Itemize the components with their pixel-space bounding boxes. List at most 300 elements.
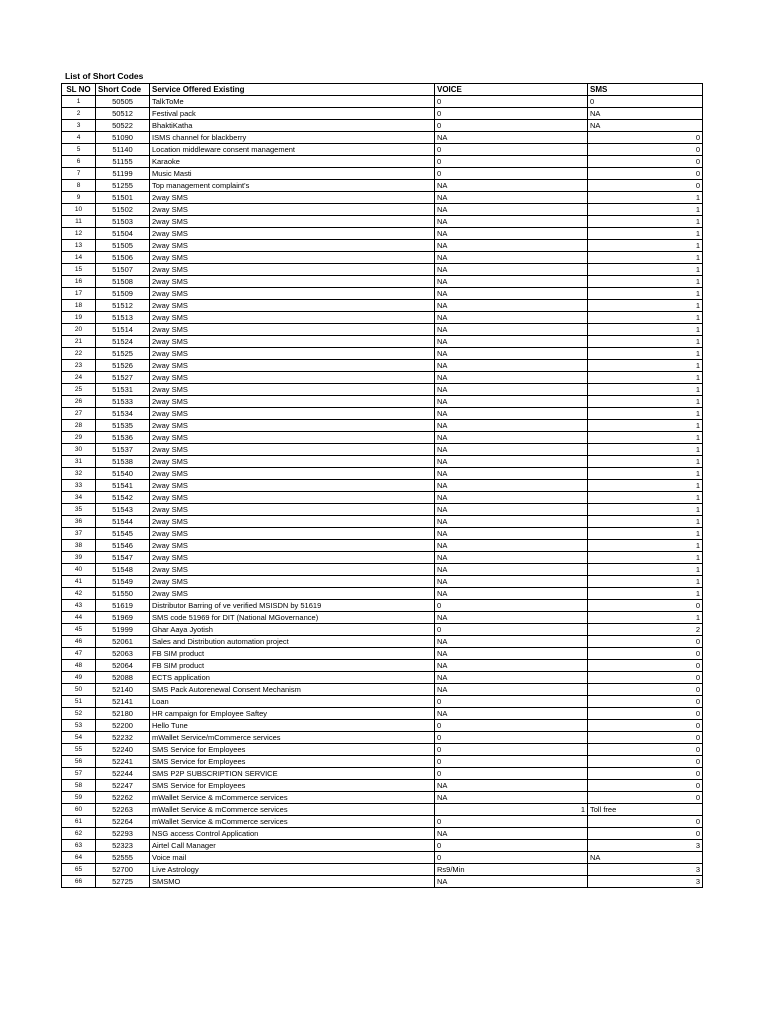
sms-cell: 1	[588, 276, 703, 288]
short-code-cell: 51619	[96, 600, 150, 612]
short-code-cell: 52088	[96, 672, 150, 684]
service-cell: Sales and Distribution automation project	[150, 636, 435, 648]
short-code-cell: 51538	[96, 456, 150, 468]
voice-cell: NA	[435, 672, 588, 684]
service-cell: Top management complaint's	[150, 180, 435, 192]
short-code-cell: 51505	[96, 240, 150, 252]
service-cell: 2way SMS	[150, 408, 435, 420]
voice-cell: Rs9/Min	[435, 864, 588, 876]
voice-cell: NA	[435, 252, 588, 264]
service-cell: 2way SMS	[150, 576, 435, 588]
table-row	[62, 288, 703, 300]
service-cell: 2way SMS	[150, 336, 435, 348]
table-row	[62, 672, 703, 684]
short-code-cell: 51501	[96, 192, 150, 204]
short-code-cell: 52555	[96, 852, 150, 864]
sl-no-cell: 59	[62, 792, 96, 804]
service-cell: 2way SMS	[150, 456, 435, 468]
table-row	[62, 96, 703, 108]
voice-cell: 0	[435, 756, 588, 768]
short-code-cell: 51525	[96, 348, 150, 360]
sl-no-cell: 18	[62, 300, 96, 312]
voice-cell: NA	[435, 300, 588, 312]
sl-no-cell: 55	[62, 744, 96, 756]
short-code-cell: 52247	[96, 780, 150, 792]
sl-no-cell: 8	[62, 180, 96, 192]
table-row	[62, 336, 703, 348]
sl-no-cell: 41	[62, 576, 96, 588]
short-code-cell: 51546	[96, 540, 150, 552]
voice-cell: NA	[435, 576, 588, 588]
sms-cell: 0	[588, 828, 703, 840]
sl-no-cell: 12	[62, 228, 96, 240]
table-row	[62, 228, 703, 240]
table-row	[62, 264, 703, 276]
sms-cell: 0	[588, 816, 703, 828]
table-row	[62, 360, 703, 372]
service-cell: ECTS application	[150, 672, 435, 684]
service-cell: SMS Pack Autorenewal Consent Mechanism	[150, 684, 435, 696]
table-row	[62, 420, 703, 432]
voice-cell: 0	[435, 840, 588, 852]
sl-no-cell: 37	[62, 528, 96, 540]
column-header-voice: VOICE	[435, 84, 588, 96]
sms-cell: 1	[588, 576, 703, 588]
service-cell: Karaoke	[150, 156, 435, 168]
table-row	[62, 780, 703, 792]
service-cell: 2way SMS	[150, 420, 435, 432]
sl-no-cell: 9	[62, 192, 96, 204]
sl-no-cell: 33	[62, 480, 96, 492]
table-row	[62, 240, 703, 252]
short-code-cell: 51531	[96, 384, 150, 396]
voice-cell: NA	[435, 528, 588, 540]
table-row	[62, 648, 703, 660]
service-cell: 2way SMS	[150, 192, 435, 204]
sms-cell: 1	[588, 372, 703, 384]
sms-cell: 0	[588, 180, 703, 192]
sms-cell: 1	[588, 288, 703, 300]
sms-cell: 1	[588, 264, 703, 276]
table-row	[62, 660, 703, 672]
service-cell: ISMS channel for blackberry	[150, 132, 435, 144]
sms-cell: 1	[588, 324, 703, 336]
table-row	[62, 108, 703, 120]
service-cell: Voice mail	[150, 852, 435, 864]
service-cell: NSG access Control Application	[150, 828, 435, 840]
voice-cell: NA	[435, 240, 588, 252]
table-row	[62, 300, 703, 312]
sl-no-cell: 26	[62, 396, 96, 408]
table-row	[62, 456, 703, 468]
voice-cell: NA	[435, 684, 588, 696]
sl-no-cell: 47	[62, 648, 96, 660]
sl-no-cell: 48	[62, 660, 96, 672]
table-row	[62, 480, 703, 492]
sms-cell: 0	[588, 156, 703, 168]
service-cell: Live Astrology	[150, 864, 435, 876]
short-code-cell: 51969	[96, 612, 150, 624]
service-cell: Airtel Call Manager	[150, 840, 435, 852]
voice-cell: 0	[435, 696, 588, 708]
sl-no-cell: 4	[62, 132, 96, 144]
table-row	[62, 792, 703, 804]
sms-cell: 1	[588, 348, 703, 360]
sms-cell: 1	[588, 516, 703, 528]
service-cell: mWallet Service & mCommerce services	[150, 792, 435, 804]
voice-cell: 1	[435, 804, 588, 816]
sms-cell: 3	[588, 876, 703, 888]
table-row	[62, 384, 703, 396]
short-code-cell: 51542	[96, 492, 150, 504]
voice-cell: NA	[435, 612, 588, 624]
short-code-cell: 51524	[96, 336, 150, 348]
table-row	[62, 624, 703, 636]
short-code-cell: 51537	[96, 444, 150, 456]
sms-cell: 0	[588, 792, 703, 804]
short-code-cell: 52244	[96, 768, 150, 780]
table-row	[62, 348, 703, 360]
short-code-cell: 50512	[96, 108, 150, 120]
page-title: List of Short Codes	[65, 71, 144, 81]
service-cell: 2way SMS	[150, 396, 435, 408]
service-cell: 2way SMS	[150, 312, 435, 324]
table-row	[62, 552, 703, 564]
voice-cell: 0	[435, 732, 588, 744]
voice-cell: NA	[435, 348, 588, 360]
service-cell: TalkToMe	[150, 96, 435, 108]
sl-no-cell: 7	[62, 168, 96, 180]
service-cell: 2way SMS	[150, 300, 435, 312]
service-cell: SMS Service for Employees	[150, 744, 435, 756]
sl-no-cell: 3	[62, 120, 96, 132]
table-row	[62, 828, 703, 840]
short-code-cell: 51526	[96, 360, 150, 372]
sms-cell: 1	[588, 492, 703, 504]
table-row	[62, 168, 703, 180]
sms-cell: 0	[588, 132, 703, 144]
voice-cell: 0	[435, 720, 588, 732]
voice-cell: NA	[435, 876, 588, 888]
short-code-cell: 50505	[96, 96, 150, 108]
sl-no-cell: 61	[62, 816, 96, 828]
short-code-cell: 51535	[96, 420, 150, 432]
sl-no-cell: 44	[62, 612, 96, 624]
sl-no-cell: 29	[62, 432, 96, 444]
voice-cell: 0	[435, 156, 588, 168]
sms-cell: 0	[588, 660, 703, 672]
voice-cell: NA	[435, 204, 588, 216]
voice-cell: NA	[435, 444, 588, 456]
table-row	[62, 840, 703, 852]
short-code-cell: 51513	[96, 312, 150, 324]
voice-cell: 0	[435, 168, 588, 180]
sms-cell: 3	[588, 864, 703, 876]
short-code-cell: 52725	[96, 876, 150, 888]
sl-no-cell: 23	[62, 360, 96, 372]
voice-cell: 0	[435, 108, 588, 120]
table-row	[62, 492, 703, 504]
service-cell: 2way SMS	[150, 564, 435, 576]
sl-no-cell: 10	[62, 204, 96, 216]
sms-cell: 0	[588, 708, 703, 720]
table-row	[62, 588, 703, 600]
sl-no-cell: 25	[62, 384, 96, 396]
sms-cell: 1	[588, 192, 703, 204]
service-cell: 2way SMS	[150, 360, 435, 372]
voice-cell: NA	[435, 336, 588, 348]
sl-no-cell: 58	[62, 780, 96, 792]
sms-cell: 1	[588, 480, 703, 492]
sms-cell: NA	[588, 108, 703, 120]
sl-no-cell: 11	[62, 216, 96, 228]
table-row	[62, 432, 703, 444]
sl-no-cell: 46	[62, 636, 96, 648]
voice-cell: NA	[435, 132, 588, 144]
short-code-cell: 52263	[96, 804, 150, 816]
sms-cell: 1	[588, 300, 703, 312]
short-code-cell: 52700	[96, 864, 150, 876]
sms-cell: 0	[588, 744, 703, 756]
short-code-cell: 52140	[96, 684, 150, 696]
sms-cell: 1	[588, 612, 703, 624]
column-header-service: Service Offered Existing	[150, 84, 435, 96]
short-codes-table	[61, 83, 703, 888]
table-row	[62, 204, 703, 216]
voice-cell: NA	[435, 504, 588, 516]
short-code-cell: 51543	[96, 504, 150, 516]
voice-cell: NA	[435, 276, 588, 288]
service-cell: 2way SMS	[150, 384, 435, 396]
table-body	[62, 96, 703, 888]
table-row	[62, 612, 703, 624]
service-cell: FB SIM product	[150, 648, 435, 660]
sms-cell: 1	[588, 564, 703, 576]
service-cell: Music Masti	[150, 168, 435, 180]
service-cell: Loan	[150, 696, 435, 708]
voice-cell: NA	[435, 192, 588, 204]
sl-no-cell: 38	[62, 540, 96, 552]
sl-no-cell: 39	[62, 552, 96, 564]
sl-no-cell: 43	[62, 600, 96, 612]
sms-cell: 1	[588, 360, 703, 372]
sms-cell: 1	[588, 432, 703, 444]
column-header-sms: SMS	[588, 84, 703, 96]
voice-cell: 0	[435, 816, 588, 828]
voice-cell: NA	[435, 708, 588, 720]
service-cell: SMS Service for Employees	[150, 756, 435, 768]
voice-cell: NA	[435, 384, 588, 396]
sms-cell: 1	[588, 252, 703, 264]
table-row	[62, 528, 703, 540]
sms-cell: 0	[588, 780, 703, 792]
short-code-cell: 51541	[96, 480, 150, 492]
service-cell: 2way SMS	[150, 348, 435, 360]
sl-no-cell: 52	[62, 708, 96, 720]
sms-cell: NA	[588, 120, 703, 132]
sl-no-cell: 51	[62, 696, 96, 708]
service-cell: SMS P2P SUBSCRIPTION SERVICE	[150, 768, 435, 780]
service-cell: 2way SMS	[150, 228, 435, 240]
short-code-cell: 52141	[96, 696, 150, 708]
sms-cell: 1	[588, 540, 703, 552]
table-row	[62, 804, 703, 816]
short-code-cell: 51540	[96, 468, 150, 480]
service-cell: SMSMO	[150, 876, 435, 888]
sms-cell: 1	[588, 588, 703, 600]
sl-no-cell: 35	[62, 504, 96, 516]
sl-no-cell: 6	[62, 156, 96, 168]
sms-cell: 1	[588, 468, 703, 480]
table-row	[62, 408, 703, 420]
short-code-cell: 51514	[96, 324, 150, 336]
service-cell: 2way SMS	[150, 444, 435, 456]
table-row	[62, 276, 703, 288]
table-header-row	[62, 84, 703, 96]
service-cell: Hello Tune	[150, 720, 435, 732]
service-cell: 2way SMS	[150, 528, 435, 540]
table-row	[62, 132, 703, 144]
sms-cell: 1	[588, 420, 703, 432]
service-cell: 2way SMS	[150, 324, 435, 336]
short-code-cell: 51507	[96, 264, 150, 276]
sl-no-cell: 30	[62, 444, 96, 456]
table-row	[62, 732, 703, 744]
service-cell: 2way SMS	[150, 276, 435, 288]
service-cell: mWallet Service & mCommerce services	[150, 816, 435, 828]
table-row	[62, 876, 703, 888]
voice-cell: NA	[435, 456, 588, 468]
voice-cell: NA	[435, 828, 588, 840]
sms-cell: 0	[588, 720, 703, 732]
voice-cell: NA	[435, 180, 588, 192]
table-row	[62, 252, 703, 264]
sms-cell: 0	[588, 684, 703, 696]
table-row	[62, 864, 703, 876]
table-row	[62, 708, 703, 720]
voice-cell: NA	[435, 468, 588, 480]
voice-cell: NA	[435, 216, 588, 228]
service-cell: BhaktiKatha	[150, 120, 435, 132]
short-code-cell: 52200	[96, 720, 150, 732]
table-row	[62, 192, 703, 204]
sms-cell: 1	[588, 528, 703, 540]
service-cell: HR campaign for Employee Saftey	[150, 708, 435, 720]
voice-cell: NA	[435, 372, 588, 384]
voice-cell: NA	[435, 264, 588, 276]
sms-cell: 0	[588, 648, 703, 660]
sl-no-cell: 42	[62, 588, 96, 600]
sl-no-cell: 20	[62, 324, 96, 336]
sms-cell: 1	[588, 444, 703, 456]
sms-cell: 1	[588, 228, 703, 240]
sl-no-cell: 31	[62, 456, 96, 468]
voice-cell: 0	[435, 96, 588, 108]
short-code-cell: 52232	[96, 732, 150, 744]
sl-no-cell: 22	[62, 348, 96, 360]
table-row	[62, 852, 703, 864]
short-code-cell: 51547	[96, 552, 150, 564]
voice-cell: NA	[435, 516, 588, 528]
sms-cell: 0	[588, 636, 703, 648]
table-row	[62, 180, 703, 192]
sl-no-cell: 54	[62, 732, 96, 744]
voice-cell: 0	[435, 624, 588, 636]
short-code-cell: 51155	[96, 156, 150, 168]
sl-no-cell: 14	[62, 252, 96, 264]
service-cell: 2way SMS	[150, 588, 435, 600]
voice-cell: NA	[435, 228, 588, 240]
short-code-cell: 51509	[96, 288, 150, 300]
table-row	[62, 576, 703, 588]
short-code-cell: 51140	[96, 144, 150, 156]
short-code-cell: 51506	[96, 252, 150, 264]
short-code-cell: 51999	[96, 624, 150, 636]
short-code-cell: 52063	[96, 648, 150, 660]
sl-no-cell: 56	[62, 756, 96, 768]
short-code-cell: 52264	[96, 816, 150, 828]
short-code-cell: 52241	[96, 756, 150, 768]
short-code-cell: 52240	[96, 744, 150, 756]
voice-cell: NA	[435, 360, 588, 372]
sl-no-cell: 13	[62, 240, 96, 252]
service-cell: 2way SMS	[150, 204, 435, 216]
short-code-cell: 52262	[96, 792, 150, 804]
short-code-cell: 52064	[96, 660, 150, 672]
voice-cell: NA	[435, 792, 588, 804]
voice-cell: NA	[435, 564, 588, 576]
voice-cell: NA	[435, 660, 588, 672]
service-cell: 2way SMS	[150, 540, 435, 552]
sl-no-cell: 50	[62, 684, 96, 696]
table-row	[62, 444, 703, 456]
voice-cell: NA	[435, 480, 588, 492]
sl-no-cell: 34	[62, 492, 96, 504]
sl-no-cell: 66	[62, 876, 96, 888]
sms-cell: 1	[588, 504, 703, 516]
sms-cell: 0	[588, 168, 703, 180]
short-code-cell: 51504	[96, 228, 150, 240]
sms-cell: 1	[588, 216, 703, 228]
sms-cell: 1	[588, 456, 703, 468]
table-row	[62, 636, 703, 648]
table-row	[62, 720, 703, 732]
voice-cell: NA	[435, 408, 588, 420]
table-row	[62, 504, 703, 516]
table-row	[62, 600, 703, 612]
sl-no-cell: 64	[62, 852, 96, 864]
table-row	[62, 156, 703, 168]
short-code-cell: 50522	[96, 120, 150, 132]
voice-cell: 0	[435, 768, 588, 780]
voice-cell: 0	[435, 120, 588, 132]
service-cell: 2way SMS	[150, 264, 435, 276]
sms-cell: 1	[588, 204, 703, 216]
sms-cell: 1	[588, 240, 703, 252]
table-row	[62, 144, 703, 156]
short-code-cell: 51090	[96, 132, 150, 144]
service-cell: 2way SMS	[150, 480, 435, 492]
sms-cell: 0	[588, 600, 703, 612]
table-row	[62, 696, 703, 708]
short-code-cell: 51544	[96, 516, 150, 528]
voice-cell: NA	[435, 432, 588, 444]
table-row	[62, 684, 703, 696]
voice-cell: NA	[435, 324, 588, 336]
short-code-cell: 51550	[96, 588, 150, 600]
table-row	[62, 468, 703, 480]
sms-cell: 0	[588, 732, 703, 744]
